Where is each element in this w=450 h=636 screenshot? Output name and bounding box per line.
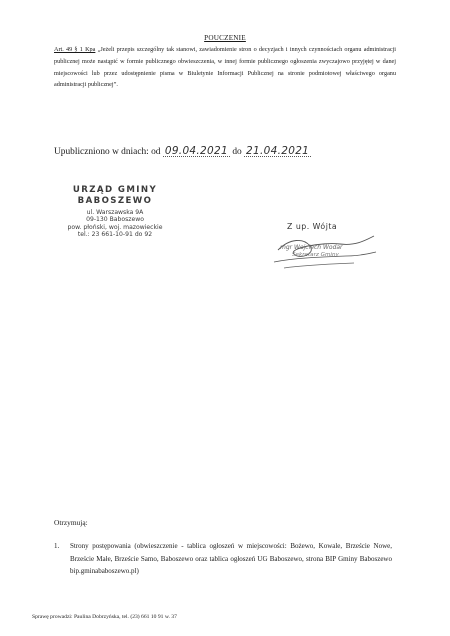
stamp-address (50, 209, 180, 239)
article-reference: Art. 49 § 1 Kpa (54, 46, 96, 53)
list-item-text: Strony postępowania (obwieszczenie - tablica ogłoszeń w miejscowości: Bożewo, Kowale, Brzeście Nowe, Brzeście Małe, Brzeście Samo, Baboszewo oraz tablica ogłoszeń UG Baboszewo, strona BIP Gminy Baboszewo bip.gminababoszewo.pl) (70, 542, 392, 576)
stamp-phone: tel.: 23 661-10-91 do 92 (77, 231, 153, 239)
pouczenie-text: „Jeżeli przepis szczególny tak stanowi, zawiadomienie stron o decyzjach i innych czynnościach organu administracji publicznej może nastąpić w formie publicznego obwieszczenia, w innej formie publicznego ogłoszenia zwyczajowo przyjętej w danej miejscowości lub przez udostępnienie pisma w Biuletynie Informacji Publicznej na stronie podmiotowej właściwego organu administracji publicznej”. (54, 46, 397, 89)
document-heading: POUCZENIE (204, 34, 246, 42)
signatory-role: Sekretarz Gminy (292, 252, 339, 258)
list-item-number: 1. (54, 542, 60, 550)
published-label: Upubliczniono w dniach: od (54, 147, 161, 157)
stamp-office-name: URZĄD GMINY (72, 185, 158, 195)
stamp-municipality: BABOSZEWO (77, 196, 153, 206)
published-to-date: 21.04.2021 (246, 145, 310, 157)
recipients-heading: Otrzymują: (54, 518, 88, 527)
signatory-name: mgr Wojciech Wodar (280, 244, 343, 251)
stamp-region: pow. płoński, woj. mazowieckie (67, 223, 163, 231)
pouczenie-paragraph (54, 44, 396, 91)
stamp-street: ul. Warszawska 9A (86, 209, 144, 216)
stamp-postal: 09-130 Baboszewo (86, 216, 144, 224)
published-to-label: do (232, 147, 242, 157)
case-handler-footer: Sprawę prowadzi: Paulina Dobrzyńska, tel. (23) 661 10 91 w. 37 (32, 614, 177, 620)
published-from-date: 09.04.2021 (164, 145, 228, 157)
publication-dates (54, 146, 354, 157)
on-behalf-label: Z up. Wójta (287, 222, 338, 231)
office-stamp (50, 185, 180, 239)
